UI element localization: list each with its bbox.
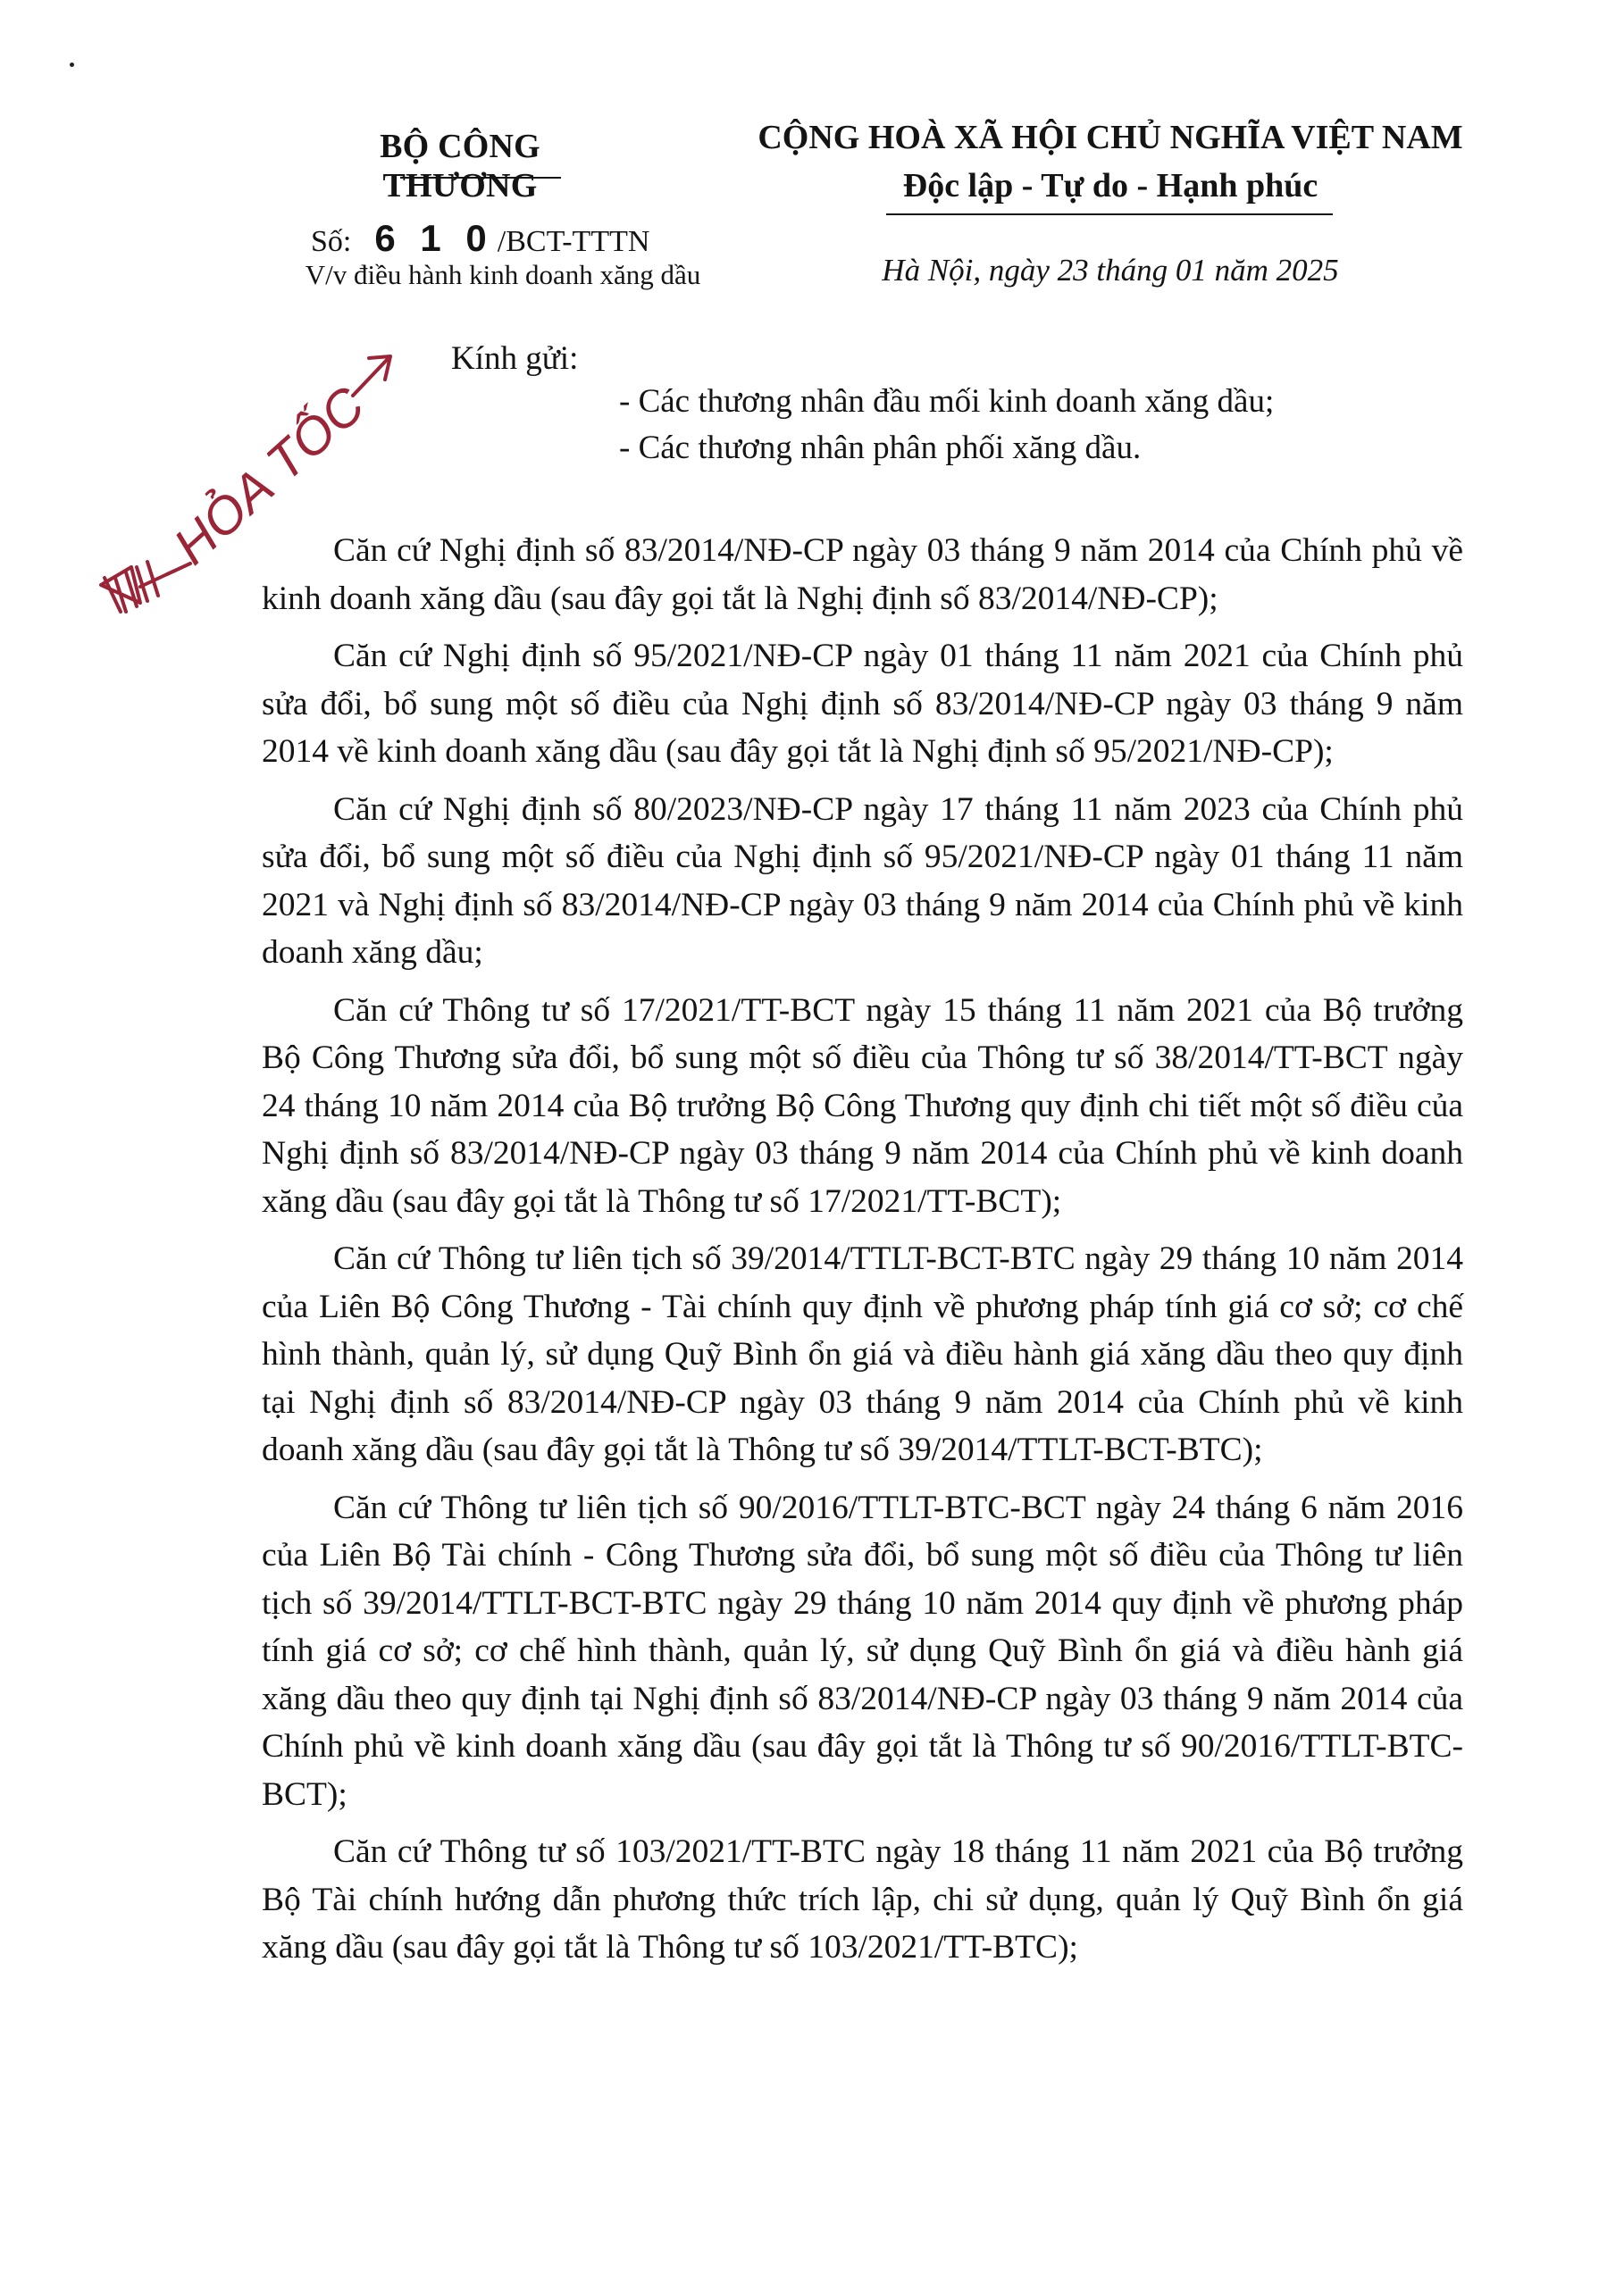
document-number-prefix: Số:	[311, 225, 352, 258]
body-paragraph: Căn cứ Thông tư liên tịch số 39/2014/TTLT-BCT-BTC ngày 29 tháng 10 năm 2014 của Liên Bộ Công Thương - Tài chính quy định về phương pháp tính giá cơ sở; cơ chế hình thành, quản lý, sử dụng Quỹ Bình ổn giá và điều hành giá xăng dầu theo quy định tại Nghị định số 83/2014/NĐ-CP ngày 03 tháng 9 năm 2014 của Chính phủ về kinh doanh xăng dầu (sau đây gọi tắt là Thông tư số 39/2014/TTLT-BCT-BTC);	[262, 1240, 1463, 1468]
national-motto: Độc lập - Tự do - Hạnh phúc	[902, 167, 1318, 205]
recipient-list	[619, 379, 1274, 472]
body-paragraph: Căn cứ Thông tư số 103/2021/TT-BTC ngày 18 tháng 11 năm 2021 của Bộ trưởng Bộ Tài chính hướng dẫn phương thức trích lập, chi sử dụng, quản lý Quỹ Bình ổn giá xăng dầu (sau đây gọi tắt là Thông tư số 103/2021/TT-BTC);	[262, 1833, 1463, 1966]
body-paragraph: Căn cứ Nghị định số 80/2023/NĐ-CP ngày 17 tháng 11 năm 2023 của Chính phủ sửa đổi, bổ sung một số điều của Nghị định số 95/2021/NĐ-CP ngày 01 tháng 11 năm 2021 và Nghị định số 83/2014/NĐ-CP ngày 03 tháng 9 năm 2014 của Chính phủ về kinh doanh xăng dầu;	[262, 790, 1463, 971]
agency-underline	[400, 177, 561, 179]
recipient-item: - Các thương nhân phân phối xăng dầu.	[619, 430, 1142, 466]
body-paragraph: Căn cứ Thông tư liên tịch số 90/2016/TTLT-BTC-BCT ngày 24 tháng 6 năm 2016 của Liên Bộ Tài chính - Công Thương sửa đổi, bổ sung một số điều của Thông tư liên tịch số 39/2014/TTLT-BCT-BTC ngày 29 tháng 10 năm 2014 quy định về phương pháp tính giá cơ sở; cơ chế hình thành, quản lý, sử dụng Quỹ Bình ổn giá và điều hành giá xăng dầu theo quy định tại Nghị định số 83/2014/NĐ-CP ngày 03 tháng 9 năm 2014 của Chính phủ về kinh doanh xăng dầu (sau đây gọi tắt là Thông tư số 90/2016/TTLT-BTC-BCT);	[262, 1489, 1463, 1813]
document-number-line	[311, 217, 649, 260]
document-number: 6 1 0	[374, 217, 494, 259]
motto-underline	[886, 213, 1333, 215]
body-paragraph: Căn cứ Nghị định số 95/2021/NĐ-CP ngày 01 tháng 11 năm 2021 của Chính phủ sửa đổi, bổ sung một số điều của Nghị định số 83/2014/NĐ-CP ngày 03 tháng 9 năm 2014 về kinh doanh xăng dầu (sau đây gọi tắt là Nghị định số 95/2021/NĐ-CP);	[262, 638, 1463, 770]
body-paragraph: Căn cứ Nghị định số 83/2014/NĐ-CP ngày 03 tháng 9 năm 2014 của Chính phủ về kinh doanh xăng dầu (sau đây gọi tắt là Nghị định số 83/2014/NĐ-CP);	[262, 532, 1463, 617]
national-title: CỘNG HOÀ XÃ HỘI CHỦ NGHĨA VIỆT NAM	[758, 119, 1463, 156]
document-number-suffix: /BCT-TTTN	[497, 225, 650, 258]
issuing-agency: BỘ CÔNG THƯƠNG	[380, 128, 540, 205]
recipient-item: - Các thương nhân đầu mối kinh doanh xăng dầu;	[619, 383, 1275, 420]
svg-text:HỎA TỐC: HỎA TỐC	[163, 375, 376, 576]
document-body	[262, 527, 1463, 1982]
document-subject: V/v điều hành kinh doanh xăng dầu	[305, 259, 701, 290]
place-and-date: Hà Nội, ngày 23 tháng 01 năm 2025	[882, 253, 1339, 288]
scan-speck	[70, 63, 74, 67]
greeting: Kính gửi:	[451, 340, 579, 377]
body-paragraph: Căn cứ Thông tư số 17/2021/TT-BCT ngày 15 tháng 11 năm 2021 của Bộ trưởng Bộ Công Thương sửa đổi, bổ sung một số điều của Thông tư số 38/2014/TT-BCT ngày 24 tháng 10 năm 2014 của Bộ trưởng Bộ Công Thương quy định chi tiết một số điều của Nghị định số 83/2014/NĐ-CP ngày 03 tháng 9 năm 2014 của Chính phủ về kinh doanh xăng dầu (sau đây gọi tắt là Thông tư số 17/2021/TT-BCT);	[262, 991, 1463, 1220]
